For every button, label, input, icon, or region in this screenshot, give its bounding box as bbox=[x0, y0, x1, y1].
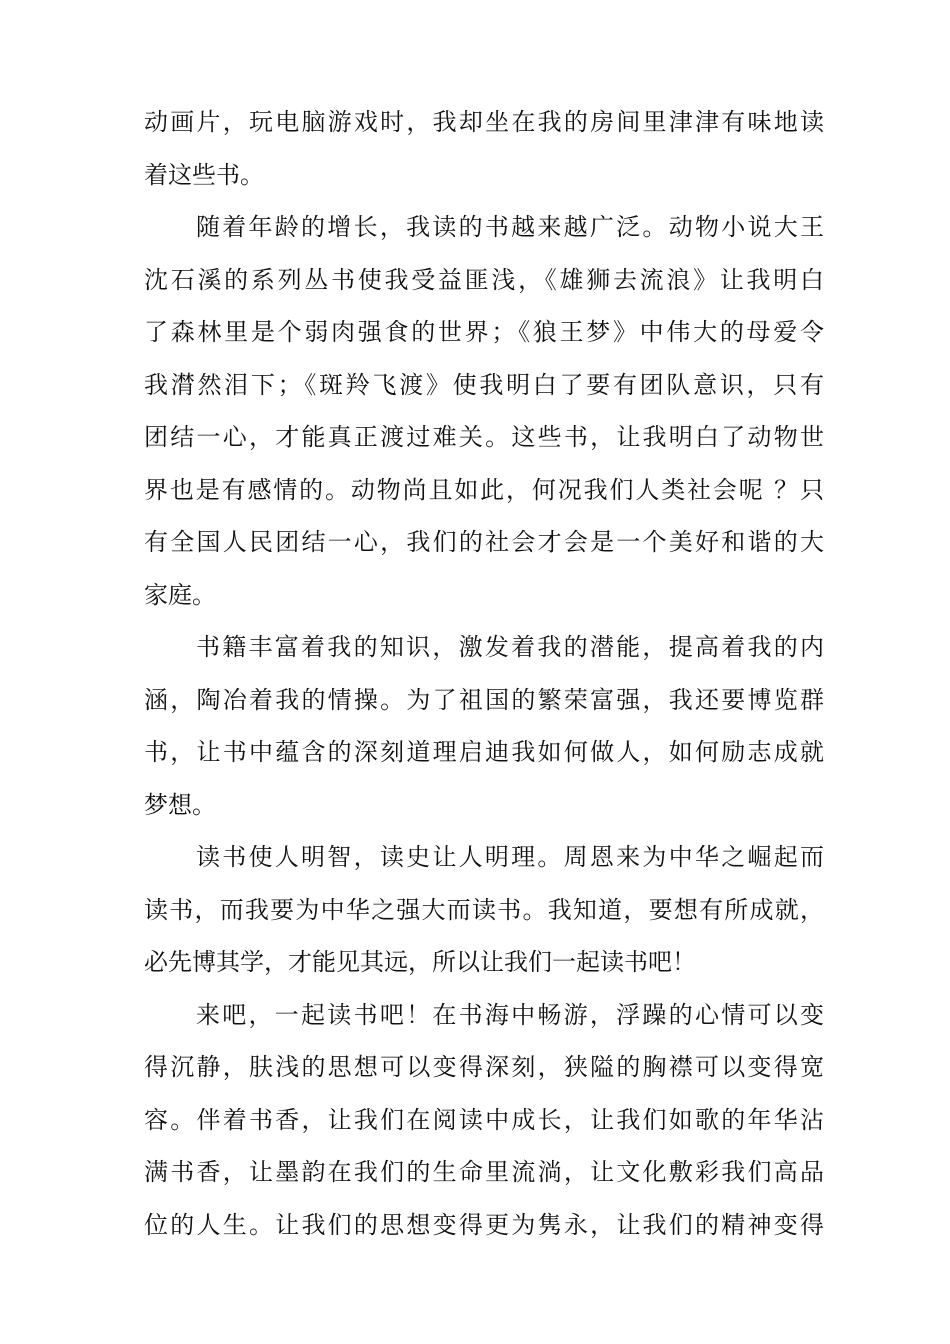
text-line: 我潸然泪下；《斑羚飞渡》使我明白了要有团队意识，只有 bbox=[144, 370, 824, 399]
text-line: 界也是有感情的。动物尚且如此，何况我们人类社会呢 ？只 bbox=[144, 475, 824, 504]
text-line: 满书香，让墨韵在我们的生命里流淌，让文化敷彩我们高品 bbox=[144, 1158, 824, 1186]
paragraph bbox=[144, 201, 824, 621]
text-line: 沈石溪的系列丛书使我受益匪浅，《雄狮去流浪》让我明白 bbox=[144, 265, 824, 294]
text-line: 着这些书。 bbox=[144, 160, 264, 189]
paragraph bbox=[144, 831, 824, 989]
paragraph bbox=[144, 621, 824, 831]
text-line: 有全国人民团结一心，我们的社会才会是一个美好和谐的大 bbox=[144, 528, 824, 556]
text-line: 随着年龄的增长，我读的书越来越广泛。动物小说大王 bbox=[196, 213, 824, 241]
text-line: 动画片，玩电脑游戏时，我却坐在我的房间里津津有味地读 bbox=[144, 108, 824, 136]
text-line: 了森林里是个弱肉强食的世界；《狼王梦》中伟大的母爱令 bbox=[144, 318, 824, 346]
text-line: 家庭。 bbox=[144, 580, 216, 609]
text-line: 书，让书中蕴含的深刻道理启迪我如何做人，如何励志成就 bbox=[144, 738, 824, 766]
text-line: 读书使人明智，读史让人明理。周恩来为中华之崛起而 bbox=[196, 843, 824, 871]
text-line: 容。伴着书香，让我们在阅读中成长，让我们如歌的年华沾 bbox=[144, 1105, 824, 1134]
text-line: 涵，陶冶着我的情操。为了祖国的繁荣富强，我还要博览群 bbox=[144, 685, 824, 714]
text-line: 梦想。 bbox=[144, 790, 216, 819]
body-text bbox=[144, 96, 824, 1251]
text-line: 位的人生。让我们的思想变得更为隽永，让我们的精神变得 bbox=[144, 1210, 824, 1239]
text-line: 必先博其学，才能见其远，所以让我们一起读书吧！ bbox=[144, 948, 696, 976]
text-line: 得沉静，肤浅的思想可以变得深刻，狭隘的胸襟可以变得宽 bbox=[144, 1053, 824, 1081]
text-line: 读书，而我要为中华之强大而读书。我知道，要想有所成就， bbox=[144, 895, 824, 924]
paragraph bbox=[144, 989, 824, 1252]
paragraph bbox=[144, 96, 824, 201]
text-line: 来吧，一起读书吧！在书海中畅游，浮躁的心情可以变 bbox=[196, 1000, 824, 1029]
text-line: 书籍丰富着我的知识，激发着我的潜能，提高着我的内 bbox=[196, 633, 824, 661]
text-line: 团结一心，才能真正渡过难关。这些书，让我明白了动物世 bbox=[144, 423, 824, 451]
